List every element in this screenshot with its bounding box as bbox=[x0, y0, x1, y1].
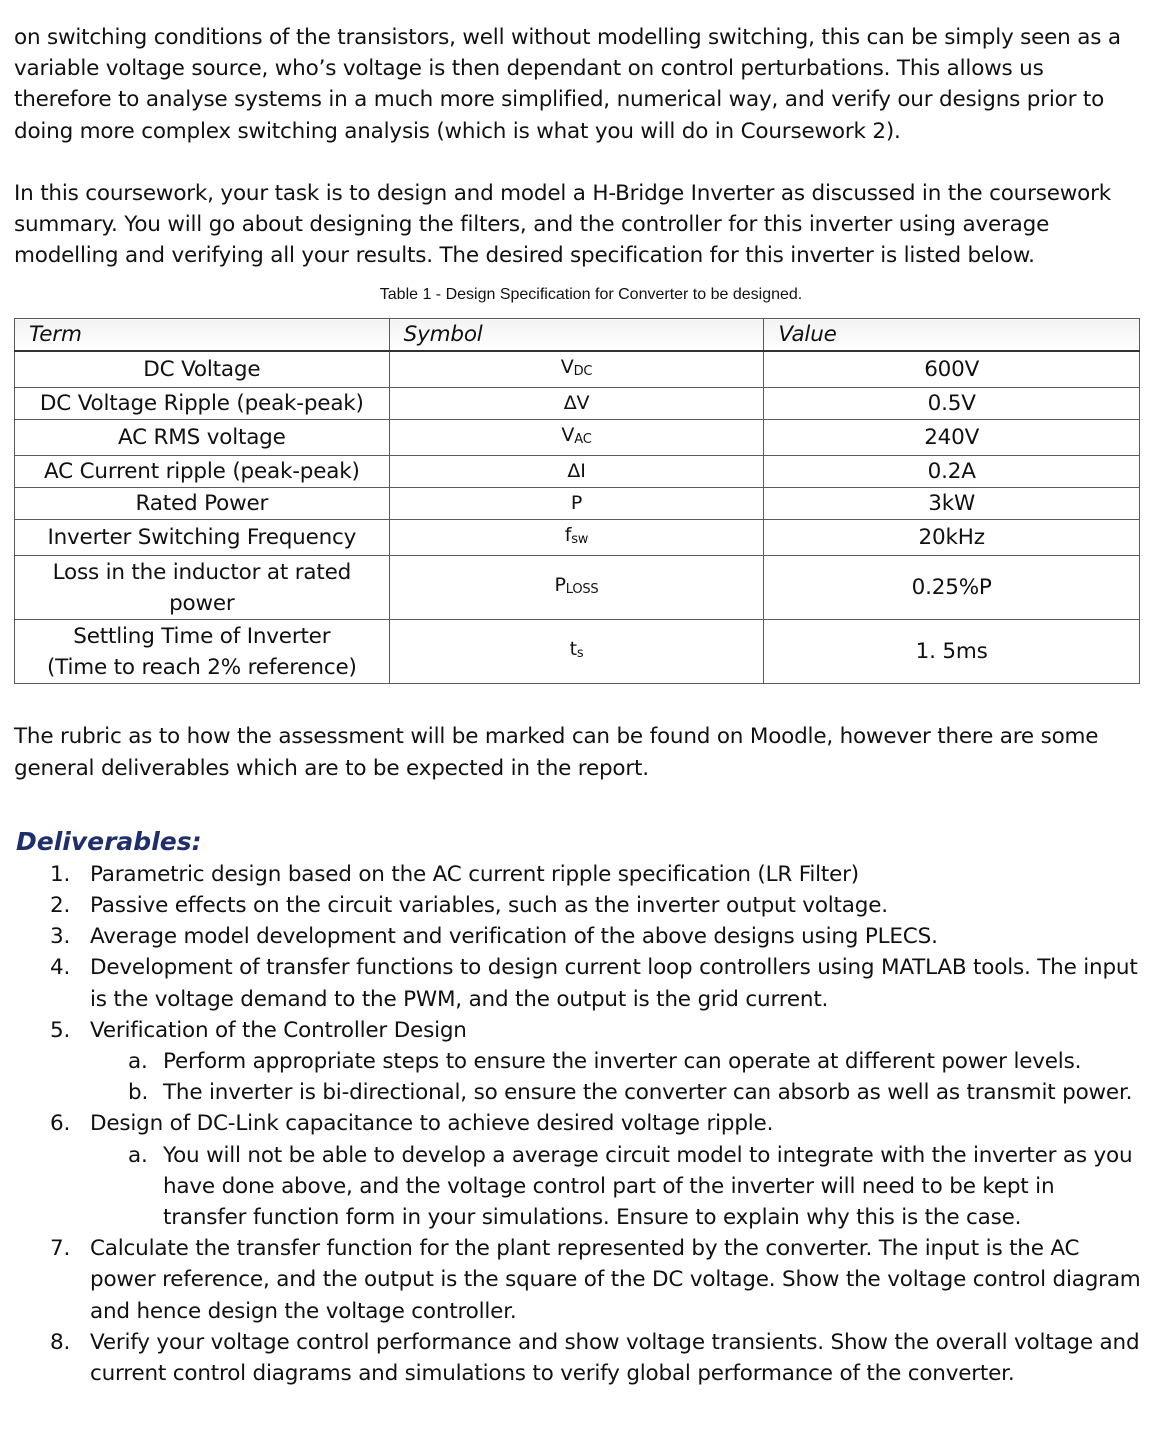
value-cell: 240V bbox=[764, 420, 1140, 456]
sub-list-item: b. The inverter is bi-directional, so ensure the converter can absorb as well as transmit power. bbox=[128, 1080, 1133, 1106]
list-item: 8. Verify your voltage control performance and show voltage transients. Show the overall voltage and current control diagrams and simulations to verify global performance of the converter. bbox=[50, 1329, 1140, 1387]
document-page bbox=[14, 22, 1144, 1389]
value-cell: 1. 5ms bbox=[764, 620, 1140, 684]
list-item: 6. Design of DC-Link capacitance to achieve desired voltage ripple. a. You will not be able to develop a average circuit model to integrate with the inverter as you have done above, and the voltage control part of the inverter will need to be kept in transfer function form in your simulations. Ensure to explain why this is the case. bbox=[14, 1108, 1144, 1233]
list-item: 1. Parametric design based on the AC current ripple specification (LR Filter) bbox=[50, 861, 859, 887]
table-row bbox=[15, 520, 1140, 556]
term-cell: Loss in the inductor at rated power bbox=[15, 556, 390, 620]
sub-list bbox=[90, 1140, 1144, 1234]
deliverables-heading: Deliverables: bbox=[16, 826, 202, 856]
table-row bbox=[15, 351, 1140, 388]
header-term: Term bbox=[15, 319, 390, 352]
term-cell: AC RMS voltage bbox=[15, 420, 390, 456]
table-row bbox=[15, 556, 1140, 620]
term-cell: DC Voltage Ripple (peak-peak) bbox=[15, 388, 390, 420]
sub-list-item: a. Perform appropriate steps to ensure the inverter can operate at different power levels. bbox=[128, 1049, 1082, 1075]
rubric-paragraph: The rubric as to how the assessment will be marked can be found on Moodle, however there are some general deliverables which are to be expected in the report. bbox=[14, 724, 1099, 781]
term-cell: DC Voltage bbox=[15, 351, 390, 388]
term-cell: Inverter Switching Frequency bbox=[15, 520, 390, 556]
task-paragraph: In this coursework, your task is to design and model a H-Bridge Inverter as discussed in the coursework summary. You will go about designing the filters, and the controller for this inverter using average modelling and verifying all your results. The desired specification for this inverter is listed below. bbox=[14, 180, 1111, 269]
symbol-cell: P bbox=[389, 488, 764, 520]
term-cell: Settling Time of Inverter (Time to reach 2% reference) bbox=[15, 620, 390, 684]
term-cell: Rated Power bbox=[15, 488, 390, 520]
table-row bbox=[15, 388, 1140, 420]
header-value: Value bbox=[764, 319, 1140, 352]
symbol-cell: $f_{sw}$ bbox=[389, 520, 764, 556]
table-caption: Table 1 - Design Specification for Converter to be designed. bbox=[379, 286, 803, 304]
list-item: 7. Calculate the transfer function for the plant represented by the converter. The input is the AC power reference, and the output is the square of the DC voltage. Show the voltage control diagram and hence design the voltage controller. bbox=[50, 1236, 1141, 1324]
intro-paragraph: on switching conditions of the transistors, well without modelling switching, this can be simply seen as a variable voltage source, who’s voltage is then dependant on control perturbations. This allows us therefore to analyse systems in a much more simplified, numerical way, and verify our designs prior to doing more complex switching analysis (which is what you will do in Coursework 2). bbox=[14, 25, 1121, 144]
spec-table bbox=[14, 318, 1140, 684]
sub-list-item: a. You will not be able to develop a average circuit model to integrate with the inverter as you have done above, and the voltage control part of the inverter will need to be kept in transfer function form in your simulations. Ensure to explain why this is the case. bbox=[128, 1142, 1133, 1231]
value-cell: 600V bbox=[764, 351, 1140, 388]
table-row bbox=[15, 620, 1140, 684]
term-cell: AC Current ripple (peak-peak) bbox=[15, 456, 390, 488]
symbol-cell: $P_{LOSS}$ bbox=[389, 556, 764, 620]
deliverables-list bbox=[14, 859, 1144, 1389]
table-row bbox=[15, 456, 1140, 488]
sub-list bbox=[90, 1046, 1144, 1108]
value-cell: 0.2A bbox=[764, 456, 1140, 488]
value-cell: 20kHz bbox=[764, 520, 1140, 556]
list-item: 2. Passive effects on the circuit variables, such as the inverter output voltage. bbox=[50, 893, 888, 919]
symbol-cell: $t_s$ bbox=[389, 620, 764, 684]
table-header-row bbox=[15, 319, 1140, 352]
value-cell: 0.25%P bbox=[764, 556, 1140, 620]
value-cell: 3kW bbox=[764, 488, 1140, 520]
symbol-cell: ΔI bbox=[389, 456, 764, 488]
symbol-cell: $V_{AC}$ bbox=[389, 420, 764, 456]
table-row bbox=[15, 488, 1140, 520]
symbol-cell: ΔV bbox=[389, 388, 764, 420]
list-item: 5. Verification of the Controller Design a. Perform appropriate steps to ensure the inverter can operate at different power levels. b. The inverter is bi-directional, so ensure the converter can absorb as well as transmit power. bbox=[14, 1015, 1144, 1109]
value-cell: 0.5V bbox=[764, 388, 1140, 420]
list-item: 4. Development of transfer functions to design current loop controllers using MATLAB tools. The input is the voltage demand to the PWM, and the output is the grid current. bbox=[50, 955, 1138, 1012]
symbol-cell: $V_{DC}$ bbox=[389, 351, 764, 388]
header-symbol: Symbol bbox=[389, 319, 764, 352]
list-item: 3. Average model development and verification of the above designs using PLECS. bbox=[50, 924, 938, 950]
table-row bbox=[15, 420, 1140, 456]
